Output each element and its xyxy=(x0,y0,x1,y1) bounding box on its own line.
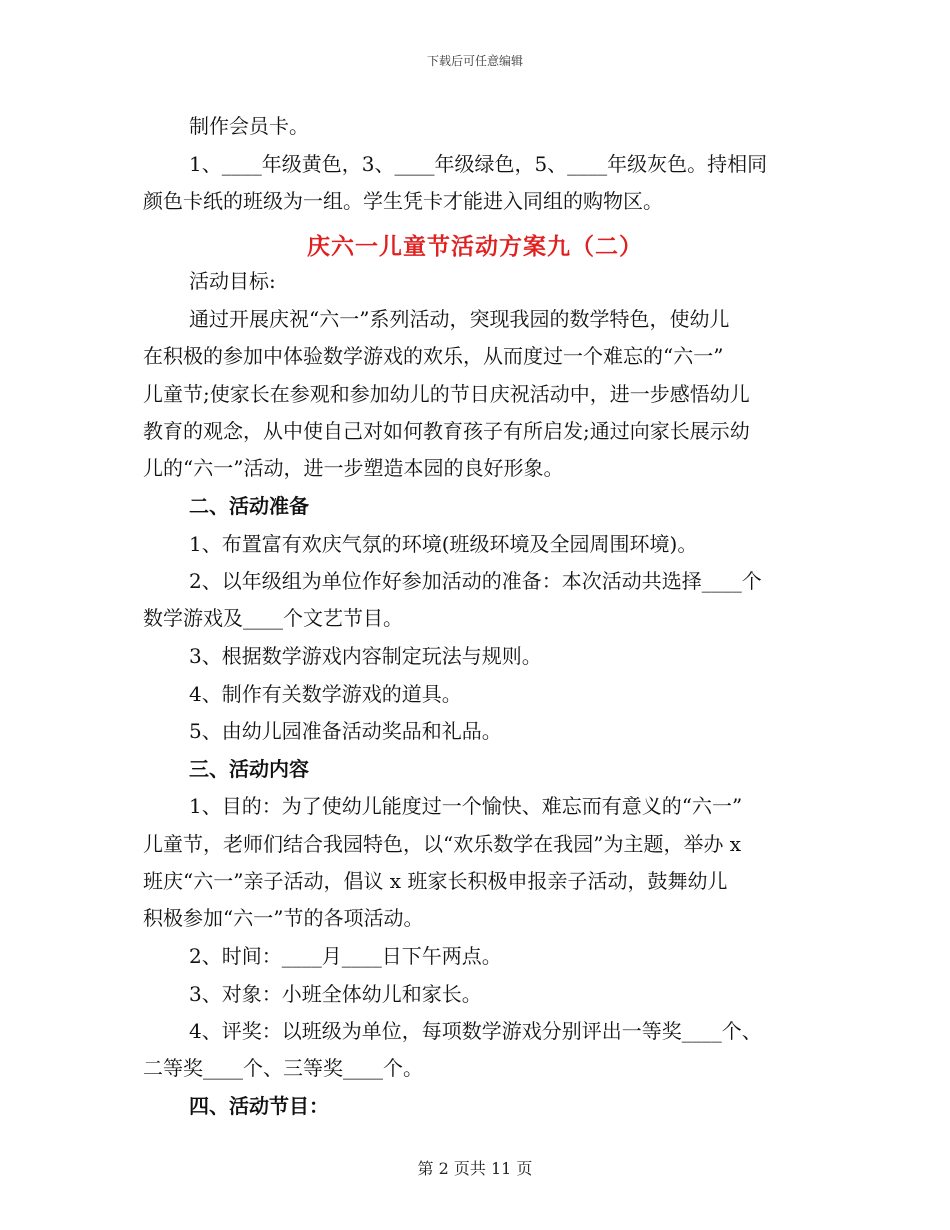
body-line: 1、目的：为了使幼儿能度过一个愉快、难忘而有意义的“六一” xyxy=(189,794,743,818)
body-line: 5、由幼儿园准备活动奖品和礼品。 xyxy=(189,719,502,743)
body-line: 通过开展庆祝“六一”系列活动，突现我园的数学特色，使幼儿 xyxy=(189,307,730,331)
body-line: 二等奖____个、三等奖____个。 xyxy=(143,1056,423,1080)
body-line: 儿童节，老师们结合我园特色，以“欢乐数学在我园”为主题，举办 x xyxy=(143,832,742,856)
body-line: 4、制作有关数学游戏的道具。 xyxy=(189,682,462,706)
section-title: 庆六一儿童节活动方案九（二） xyxy=(307,233,643,260)
body-line: 3、对象：小班全体幼儿和家长。 xyxy=(189,982,482,1006)
body-line: 儿的“六一”活动，进一步塑造本园的良好形象。 xyxy=(143,456,564,480)
section-heading: 二、活动准备 xyxy=(189,494,309,518)
page-header: 下载后可任意编辑 xyxy=(426,54,523,68)
body-line: 2、时间：____月____日下午两点。 xyxy=(189,944,502,968)
body-line: 班庆“六一”亲子活动，倡议 x 班家长积极申报亲子活动，鼓舞幼儿 xyxy=(143,869,728,893)
body-line: 制作会员卡。 xyxy=(189,114,309,138)
body-line: 1、布置富有欢庆气氛的环境(班级环境及全园周围环境)。 xyxy=(189,532,698,556)
body-line: 4、评奖：以班级为单位，每项数学游戏分别评出一等奖____个、 xyxy=(189,1019,762,1043)
section-heading: 四、活动节目： xyxy=(189,1094,329,1118)
section-heading: 三、活动内容 xyxy=(189,757,309,781)
body-line: 3、根据数学游戏内容制定玩法与规则。 xyxy=(189,644,542,668)
body-line: 在积极的参加中体验数学游戏的欢乐，从而度过一个难忘的“六一” xyxy=(143,344,724,368)
body-line: 儿童节;使家长在参观和参加幼儿的节日庆祝活动中，进一步感悟幼儿 xyxy=(143,382,750,406)
body-line: 数学游戏及____个文艺节目。 xyxy=(143,606,403,630)
page-footer: 第 2 页共 11 页 xyxy=(417,1159,533,1178)
body-line: 1、____年级黄色，3、____年级绿色，5、____年级灰色。持相同 xyxy=(189,152,768,176)
body-line: 教育的观念，从中使自己对如何教育孩子有所启发;通过向家长展示幼 xyxy=(143,419,750,443)
body-line: 积极参加“六一”节的各项活动。 xyxy=(143,906,424,930)
body-line: 2、以年级组为单位作好参加活动的准备：本次活动共选择____个 xyxy=(189,569,762,593)
body-line: 颜色卡纸的班级为一组。学生凭卡才能进入同组的购物区。 xyxy=(143,189,663,213)
body-line: 活动目标: xyxy=(189,269,276,293)
